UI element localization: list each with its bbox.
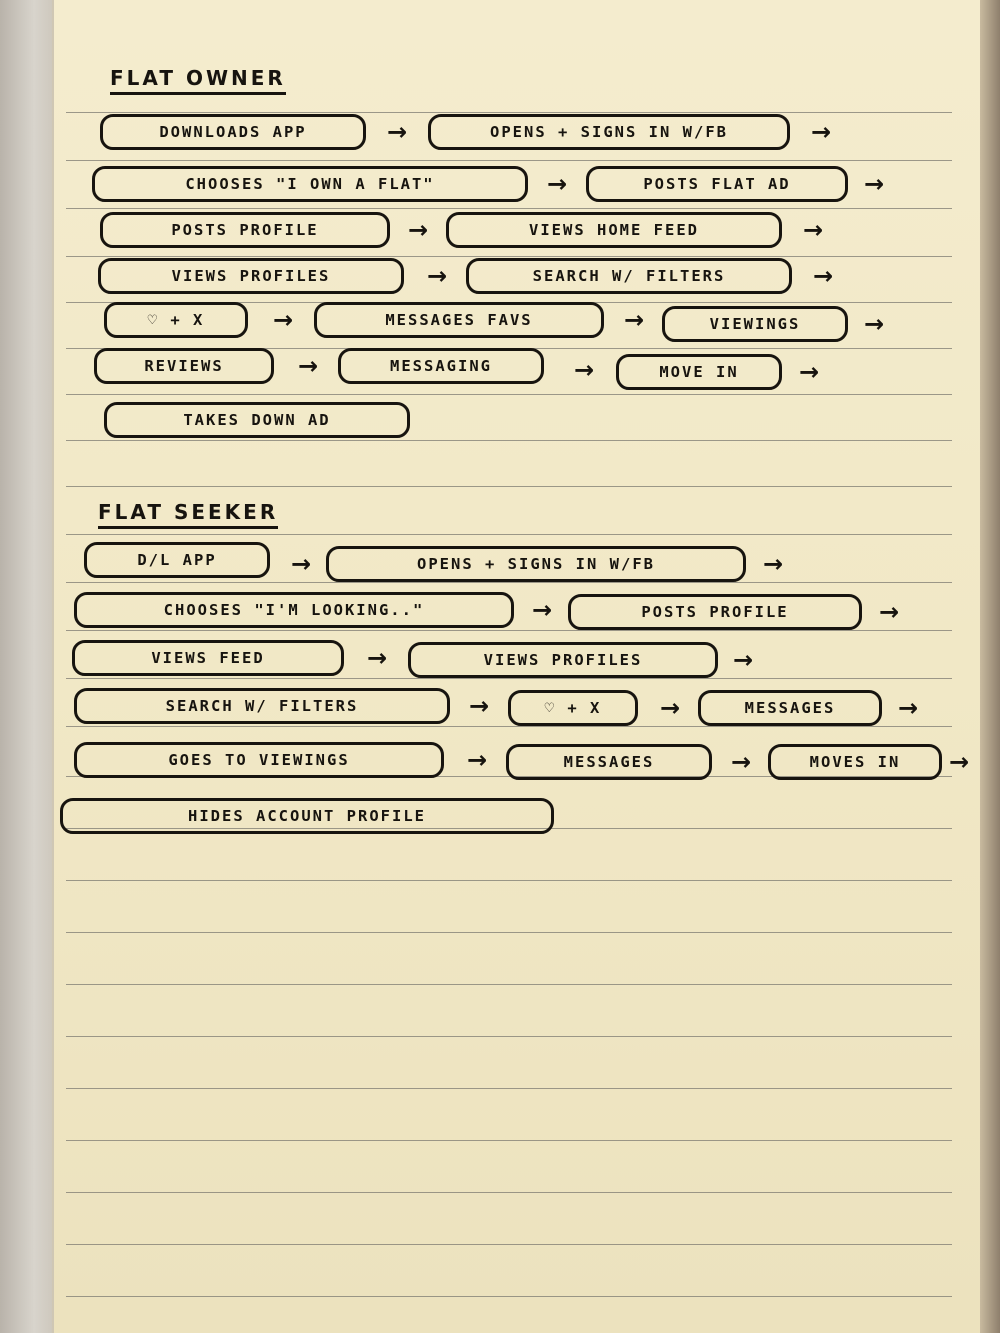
ruled-line: [66, 160, 952, 161]
owner-step-messages-favs: MESSAGES FAVS: [314, 302, 604, 338]
seeker-step-opens-signs-in: OPENS + SIGNS IN W/FB: [326, 546, 746, 582]
flow-arrow: →: [810, 118, 832, 146]
ruled-line: [66, 630, 952, 631]
flow-arrow: →: [297, 352, 319, 380]
page-edge: [980, 0, 1000, 1333]
flow-arrow: →: [531, 596, 553, 624]
flow-arrow: →: [762, 550, 784, 578]
flow-arrow: →: [897, 694, 919, 722]
owner-step-reviews: REVIEWS: [94, 348, 274, 384]
flow-arrow: →: [546, 170, 568, 198]
ruled-line: [66, 534, 952, 535]
seeker-step-dl-app: D/L APP: [84, 542, 270, 578]
ruled-line: [66, 1296, 952, 1297]
flow-arrow: →: [798, 358, 820, 386]
owner-step-move-in: MOVE IN: [616, 354, 782, 390]
section-title-flat-seeker: FLAT SEEKER: [98, 500, 278, 529]
seeker-step-like-or-pass: ♡ + X: [508, 690, 638, 726]
seeker-step-hides-account-profile: HIDES ACCOUNT PROFILE: [60, 798, 554, 834]
ruled-line: [66, 1140, 952, 1141]
seeker-step-messages: MESSAGES: [698, 690, 882, 726]
flow-arrow: →: [386, 118, 408, 146]
ruled-line: [66, 112, 952, 113]
owner-step-opens-signs-in: OPENS + SIGNS IN W/FB: [428, 114, 790, 150]
ruled-line: [66, 440, 952, 441]
owner-step-search-filters: SEARCH W/ FILTERS: [466, 258, 792, 294]
flow-arrow: →: [730, 748, 752, 776]
owner-step-posts-profile: POSTS PROFILE: [100, 212, 390, 248]
ruled-line: [66, 208, 952, 209]
flow-arrow: →: [366, 644, 388, 672]
owner-step-views-profiles: VIEWS PROFILES: [98, 258, 404, 294]
flow-arrow: →: [407, 216, 429, 244]
ruled-line: [66, 1036, 952, 1037]
seeker-step-moves-in: MOVES IN: [768, 744, 942, 780]
ruled-line: [66, 486, 952, 487]
ruled-line: [66, 582, 952, 583]
flow-arrow: →: [812, 262, 834, 290]
flow-arrow: →: [573, 356, 595, 384]
owner-step-messaging: MESSAGING: [338, 348, 544, 384]
ruled-line: [66, 1244, 952, 1245]
owner-step-views-home-feed: VIEWS HOME FEED: [446, 212, 782, 248]
flow-arrow: →: [659, 694, 681, 722]
seeker-step-views-profiles: VIEWS PROFILES: [408, 642, 718, 678]
ruled-line: [66, 394, 952, 395]
flow-arrow: →: [863, 170, 885, 198]
seeker-step-views-feed: VIEWS FEED: [72, 640, 344, 676]
ruled-line: [66, 880, 952, 881]
ruled-line: [66, 1088, 952, 1089]
section-title-flat-owner: FLAT OWNER: [110, 66, 286, 95]
flow-arrow: →: [948, 748, 970, 776]
seeker-step-chooses-looking: CHOOSES "I'M LOOKING..": [74, 592, 514, 628]
flow-arrow: →: [290, 550, 312, 578]
flow-arrow: →: [426, 262, 448, 290]
owner-step-like-or-pass: ♡ + X: [104, 302, 248, 338]
owner-step-viewings: VIEWINGS: [662, 306, 848, 342]
flow-arrow: →: [272, 306, 294, 334]
seeker-step-messages-2: MESSAGES: [506, 744, 712, 780]
seeker-step-goes-to-viewings: GOES TO VIEWINGS: [74, 742, 444, 778]
owner-step-takes-down-ad: TAKES DOWN AD: [104, 402, 410, 438]
flow-arrow: →: [732, 646, 754, 674]
ruled-line: [66, 932, 952, 933]
owner-step-downloads-app: DOWNLOADS APP: [100, 114, 366, 150]
ruled-line: [66, 678, 952, 679]
ruled-line: [66, 1192, 952, 1193]
owner-step-posts-flat-ad: POSTS FLAT AD: [586, 166, 848, 202]
flow-arrow: →: [878, 598, 900, 626]
ruled-line: [66, 984, 952, 985]
flow-arrow: →: [863, 310, 885, 338]
seeker-step-posts-profile: POSTS PROFILE: [568, 594, 862, 630]
flow-arrow: →: [802, 216, 824, 244]
ruled-line: [66, 256, 952, 257]
flow-arrow: →: [623, 306, 645, 334]
flow-arrow: →: [468, 692, 490, 720]
seeker-step-search-filters: SEARCH W/ FILTERS: [74, 688, 450, 724]
ruled-line: [66, 726, 952, 727]
owner-step-chooses-own-flat: CHOOSES "I OWN A FLAT": [92, 166, 528, 202]
flow-arrow: →: [466, 746, 488, 774]
